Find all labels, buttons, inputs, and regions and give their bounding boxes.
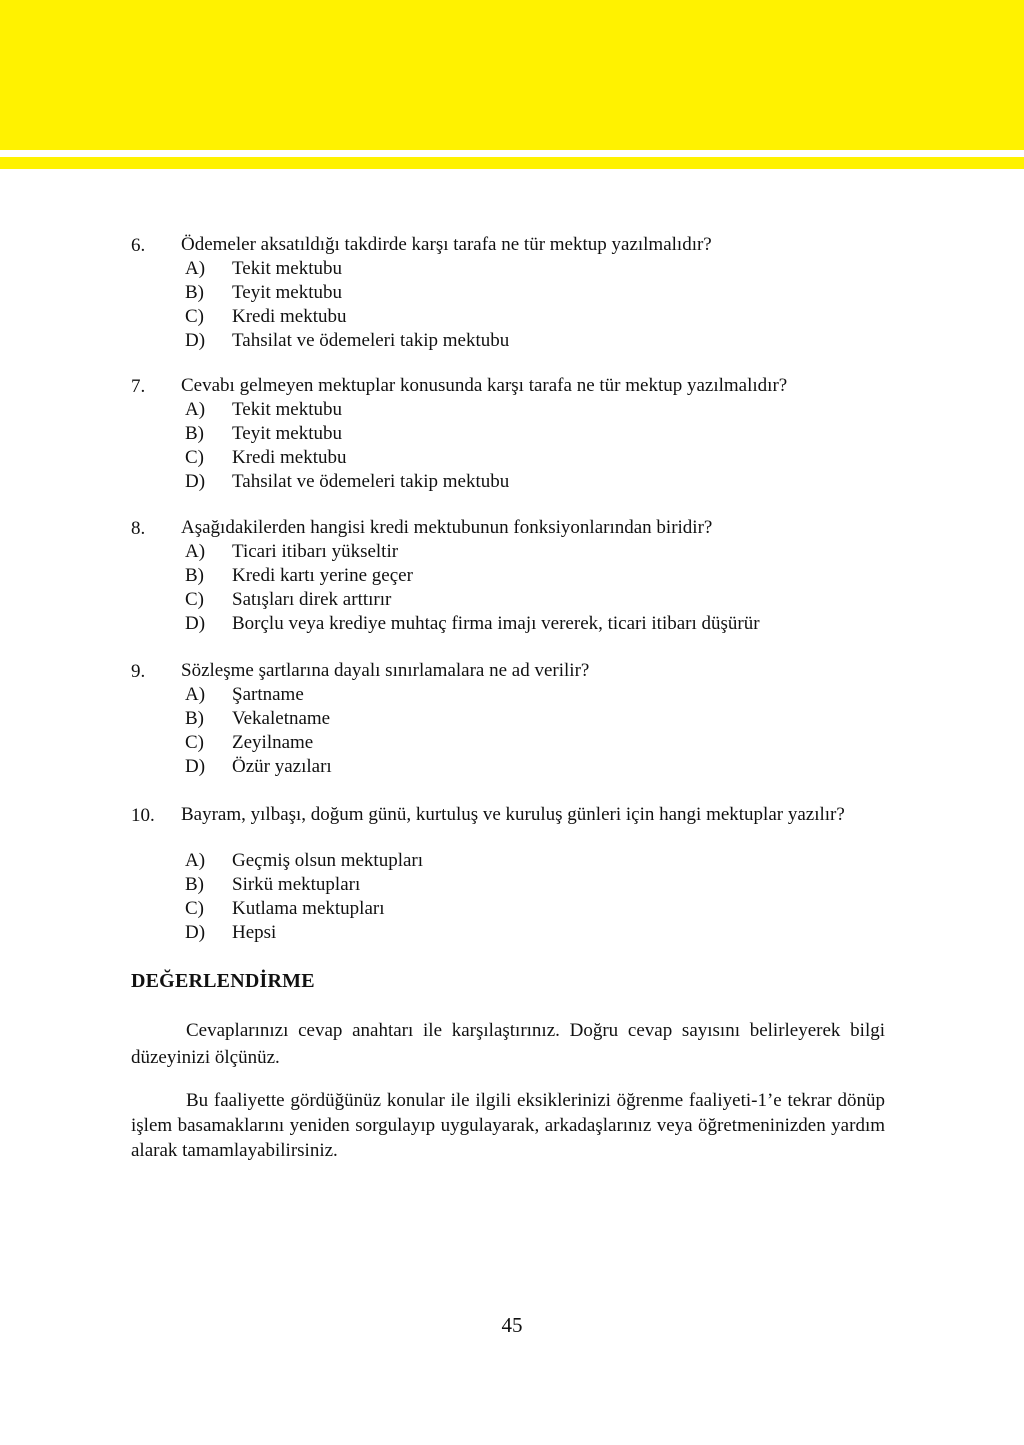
option-c bbox=[0, 588, 1024, 612]
question-text: Cevabı gelmeyen mektuplar konusunda karşı tarafa ne tür mektup yazılmalıdır? bbox=[181, 375, 788, 396]
option-a bbox=[0, 398, 1024, 422]
option-d bbox=[0, 755, 1024, 779]
option-d bbox=[0, 470, 1024, 494]
option-c bbox=[0, 897, 1024, 921]
evaluation-paragraph-2: Bu faaliyette gördüğünüz konular ile ilgili eksiklerinizi öğrenme faaliyeti-1’e tekrar dönüp işlem basamaklarını yeniden sorgulayıp uygulayarak, arkadaşlarınız veya öğretmeninizden yardım alarak tamamlayabilirsiniz. bbox=[131, 1090, 885, 1161]
option-letter: C) bbox=[185, 898, 204, 919]
option-text: Hepsi bbox=[232, 922, 277, 943]
option-c bbox=[0, 305, 1024, 329]
evaluation-paragraph-1: Cevaplarınızı cevap anahtarı ile karşılaştırınız. Doğru cevap sayısını belirleyerek bilgi düzeyinizi ölçünüz. bbox=[131, 1020, 885, 1068]
option-text: Borçlu veya krediye muhtaç firma imajı vererek, ticari itibarı düşürür bbox=[232, 613, 760, 634]
option-text: Ticari itibarı yükseltir bbox=[232, 541, 399, 562]
option-a bbox=[0, 849, 1024, 873]
option-text: Zeyilname bbox=[232, 732, 314, 753]
option-b bbox=[0, 564, 1024, 588]
option-b bbox=[0, 422, 1024, 446]
question-text: Sözleşme şartlarına dayalı sınırlamalara ne ad verilir? bbox=[181, 660, 590, 681]
option-a bbox=[0, 257, 1024, 281]
option-letter: B) bbox=[185, 874, 204, 895]
option-letter: B) bbox=[185, 423, 204, 444]
option-letter: D) bbox=[185, 471, 206, 492]
option-letter: D) bbox=[185, 756, 206, 777]
option-letter: A) bbox=[185, 541, 206, 562]
header-yellow-band bbox=[0, 0, 1024, 150]
option-letter: B) bbox=[185, 282, 204, 303]
option-text: Satışları direk arttırır bbox=[232, 589, 392, 610]
question-number: 9. bbox=[131, 661, 146, 682]
page-number: 45 bbox=[501, 1313, 523, 1337]
question-number: 7. bbox=[131, 376, 146, 397]
option-text: Tekit mektubu bbox=[232, 399, 343, 420]
option-letter: A) bbox=[185, 399, 206, 420]
question-number: 8. bbox=[131, 518, 146, 539]
option-text: Kutlama mektupları bbox=[232, 898, 385, 919]
option-text: Şartname bbox=[232, 684, 304, 705]
option-b bbox=[0, 281, 1024, 305]
option-a bbox=[0, 540, 1024, 564]
option-letter: D) bbox=[185, 613, 206, 634]
question-number: 6. bbox=[131, 235, 146, 256]
option-text: Teyit mektubu bbox=[232, 282, 343, 303]
question-number: 10. bbox=[131, 805, 155, 826]
option-text: Tahsilat ve ödemeleri takip mektubu bbox=[232, 330, 510, 351]
option-d bbox=[0, 329, 1024, 353]
option-letter: C) bbox=[185, 447, 204, 468]
option-text: Kredi mektubu bbox=[232, 306, 347, 327]
option-text: Tahsilat ve ödemeleri takip mektubu bbox=[232, 471, 510, 492]
option-letter: A) bbox=[185, 258, 206, 279]
option-letter: C) bbox=[185, 306, 204, 327]
option-text: Tekit mektubu bbox=[232, 258, 343, 279]
option-letter: A) bbox=[185, 850, 206, 871]
option-text: Özür yazıları bbox=[232, 756, 332, 777]
option-letter: D) bbox=[185, 330, 206, 351]
option-text: Sirkü mektupları bbox=[232, 874, 361, 895]
option-c bbox=[0, 446, 1024, 470]
option-b bbox=[0, 707, 1024, 731]
option-text: Vekaletname bbox=[232, 708, 331, 729]
option-a bbox=[0, 683, 1024, 707]
option-letter: C) bbox=[185, 732, 204, 753]
question-text: Bayram, yılbaşı, doğum günü, kurtuluş ve kuruluş günleri için hangi mektuplar yazılır? bbox=[181, 804, 845, 825]
option-b bbox=[0, 873, 1024, 897]
option-letter: C) bbox=[185, 589, 204, 610]
option-letter: B) bbox=[185, 565, 204, 586]
question-text: Ödemeler aksatıldığı takdirde karşı tarafa ne tür mektup yazılmalıdır? bbox=[181, 234, 712, 255]
option-text: Geçmiş olsun mektupları bbox=[232, 850, 424, 871]
option-letter: D) bbox=[185, 922, 206, 943]
option-d bbox=[0, 612, 1024, 636]
section-heading: DEĞERLENDİRME bbox=[131, 970, 315, 992]
option-c bbox=[0, 731, 1024, 755]
option-letter: A) bbox=[185, 684, 206, 705]
header-yellow-stripe bbox=[0, 157, 1024, 169]
question-text: Aşağıdakilerden hangisi kredi mektubunun fonksiyonlarından biridir? bbox=[181, 517, 713, 538]
option-d bbox=[0, 921, 1024, 945]
option-text: Teyit mektubu bbox=[232, 423, 343, 444]
option-letter: B) bbox=[185, 708, 204, 729]
option-text: Kredi kartı yerine geçer bbox=[232, 565, 413, 586]
option-text: Kredi mektubu bbox=[232, 447, 347, 468]
